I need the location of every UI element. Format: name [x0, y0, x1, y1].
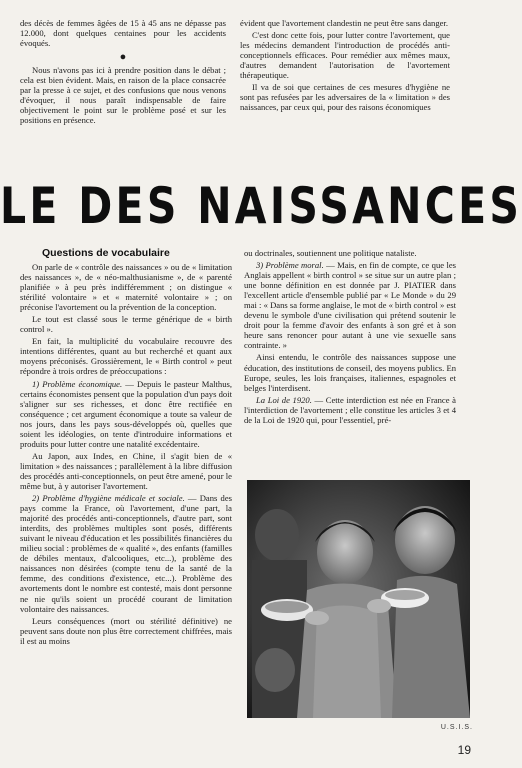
paragraph: On parle de « contrôle des naissances » ou de « limitation des naissances », de « néo-malthusianisme », de « parenté planifiée » à peu près indifféremment ; on distingue « stérilité volontaire » et « maternité volontaire » ; on préconise l'avortement ou la prévention de la conception. — [20, 262, 232, 313]
bullet-separator: ● — [119, 51, 127, 64]
paragraph: Ainsi entendu, le contrôle des naissances suppose une éducation, des institutions de conseil, des moyens publics. En Europe, seules, les lois françaises, italiennes, espagnoles et belges l'interdisent. — [244, 352, 456, 393]
paragraph: Nous n'avons pas ici à prendre position dans le débat ; cela est bien évident. Mais, en raison de la place consacrée par la presse à ce sujet, et des confusions que nous venons d'évoquer, il nous paraît indispensable de faire objectivement le point sur le problème posé et sur les positions en présence. — [20, 65, 226, 126]
top-right-column — [240, 18, 450, 112]
paragraph: Le tout est classé sous le terme générique de « birth control ». — [20, 314, 232, 335]
paragraph-text: — Dans des pays comme la France, où l'avortement, d'une part, la majorité des procédés anti-conceptionnels, d'autre part, sont interdits, des problèmes multiples sont posés, différents suivant le niveau d'éducation et les possibilités financières du milieu social : problèmes de « qualité », des enfants (familles de débiles mentaux, d'alcooliques, etc...), problème des naissances non désirées (compte tenu de la santé de la femme, des conditions d'existence, etc...). Problème des avortements dont le nombre est contesté, mais dont personne ne nie qu'ils soient un procédé courant de limitation volontaire des naissances. — [20, 493, 232, 614]
page-number: 19 — [457, 743, 471, 757]
paragraph — [244, 395, 456, 425]
paragraph-text: — Cette interdiction est née en France à l'interdiction de l'avortement ; elle constitue les articles 3 et 4 de la Loi de 1920 qui, pour l'essentiel, pré- — [244, 394, 456, 425]
paragraph-text: — Mais, en fin de compte, ce que les Anglais appellent « birth control » se situe sur un autre plan ; une bonne définition en est donnée par J. PIATIER dans l'excellent article d'ensemble publié par « Le Monde » du 29 mai : « Dans sa forme anglaise, le mot de « birth control » est devenu le symbole d'une civilisation qui prétend soutenir le droit pour la femme d'avoir des enfants à son gré et à son heure sans renoncer pour autant à une vie sexuelle sans contrainte. » — [244, 260, 456, 351]
paragraph: C'est donc cette fois, pour lutter contre l'avortement, que les médecins demandent l'introduction de procédés anti-conceptionnels efficaces. Pour remédier aux mêmes maux, d'autres demandent l'autorisation de l'avortement thérapeutique. — [240, 30, 450, 81]
paragraph: évident que l'avortement clandestin ne peut être sans danger. — [240, 18, 448, 28]
photo-children-with-bowls — [247, 480, 470, 718]
paragraph — [244, 260, 456, 350]
paragraph — [20, 493, 232, 614]
paragraph: En fait, la multiplicité du vocabulaire recouvre des intentions différentes, quant au but recherché et quant aux moyens préconisés. Grossièrement, le « Birth control » peut répondre à trois ordres de préoccupations : — [20, 336, 232, 377]
main-right-column — [244, 248, 456, 425]
photo-credit: U.S.I.S. — [440, 724, 473, 731]
top-left-column — [20, 18, 226, 125]
photo-illustration — [247, 480, 470, 718]
paragraph: Il va de soi que certaines de ces mesures d'hygiène ne sont pas refusées par les adversaires de la « limitation » des naissances, par ceux qui, pour des raisons économiques — [240, 82, 450, 113]
paragraph: Au Japon, aux Indes, en Chine, il s'agit bien de « limitation » des naissances ; parallèlement à la libre diffusion des procédés anti-conceptionnels, on peut être amené, pour le même but, à y autoriser l'avortement. — [20, 450, 232, 491]
paragraph: des décès de femmes âgées de 15 à 45 ans ne dépasse pas 12.000, dont quelques centaines pour les accidents évoqués. — [20, 18, 226, 49]
paragraph: Leurs conséquences (mort ou stérilité définitive) ne peuvent sans doute non plus être correctement chiffrées, mais il est au moins — [20, 615, 232, 646]
subheading: 2) Problème d'hygiène médicale et sociale. — [32, 493, 185, 504]
paragraph — [20, 379, 232, 449]
subheading: La Loi de 1920. — [256, 394, 312, 405]
paragraph: ou doctrinales, soutiennent une politique nataliste. — [244, 248, 417, 258]
subheading: 3) Problème moral. — [256, 260, 324, 271]
main-left-column — [20, 262, 232, 646]
article-headline: LE DES NAISSANCES — [0, 177, 522, 235]
subheading: 1) Problème économique. — [32, 378, 123, 389]
paragraph-text: — Depuis le pasteur Malthus, certains économistes pensent que la population d'un pays doit s'aligner sur ses richesses, et donc être rectifiée en conséquence ; cet argument économique a toute sa valeur de nos jours, dans les pays sous-développés où, quelles que soient les idéologies, on tente d'introduire informations et produits pour lutter contre une natalité excédentaire. — [20, 378, 233, 449]
section-title: Questions de vocabulaire — [42, 247, 170, 259]
